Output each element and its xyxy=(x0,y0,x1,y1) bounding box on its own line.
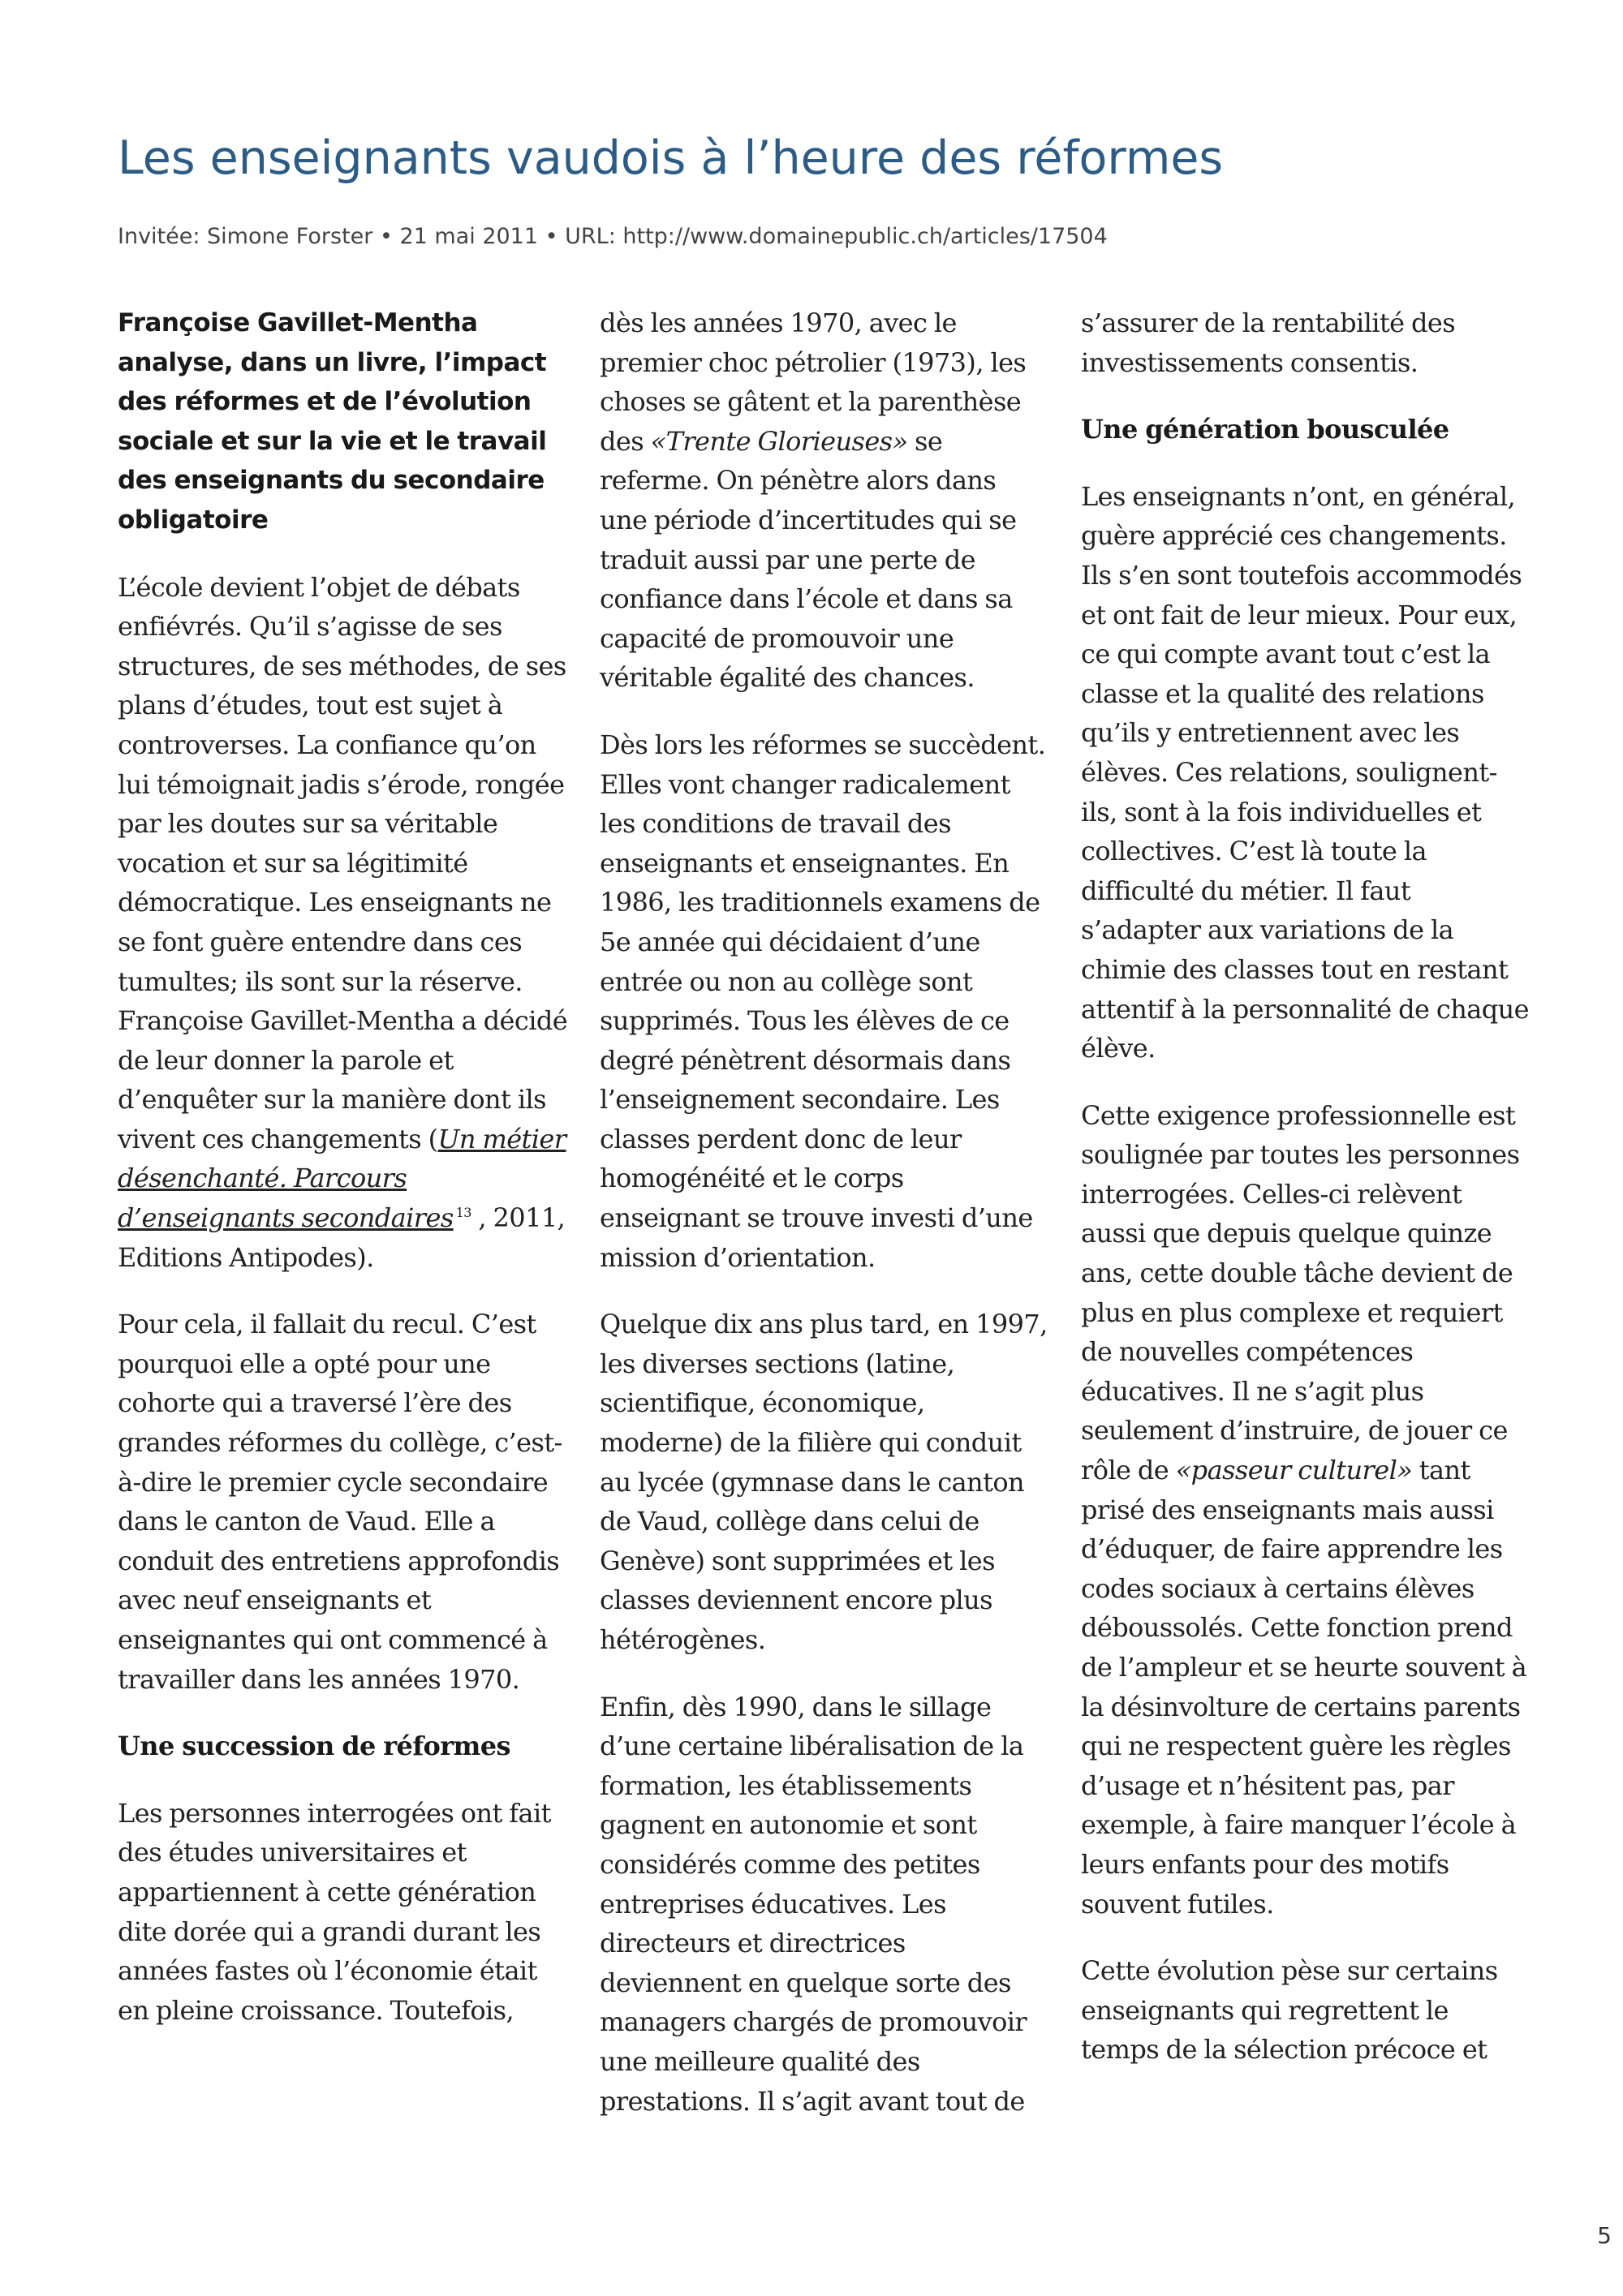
section-heading: Une génération bousculée xyxy=(1081,414,1449,445)
paragraph: Les personnes interrogées ont fait des études universitaires et appartiennent à cette génération dite dorée qui a grandi durant les années fastes où l’économie était en pleine croissance. Toutefois, xyxy=(118,1797,551,2026)
paragraph: Pour cela, il fallait du recul. C’est pourquoi elle a opté pour une cohorte qui a traversé l’ère des grandes réformes du collège, c’est-à-dire le premier cycle secondaire dans le canton de Vaud. Elle a conduit des entretiens approfondis avec neuf enseignants et enseignantes qui ont commencé à travailler dans les années 1970. xyxy=(118,1309,562,1695)
paragraph-text: tant prisé des enseignants mais aussi d’éduquer, de faire apprendre les codes sociaux à certains élèves déboussolés. Cette fonction prend de l’ampleur et se heurte souvent à la désinvolture de certains parents qui ne respectent guère les règles d’usage et n’hésitent pas, par exemple, à faire manquer l’école à leurs enfants pour des motifs souvent futiles. xyxy=(1081,1455,1527,1920)
paragraph xyxy=(600,303,1050,698)
paragraph-text: se referme. On pénètre alors dans une période d’incertitudes qui se traduit aussi par une perte de confiance dans l’école et dans sa capacité de promouvoir une véritable égalité des chances. xyxy=(600,425,1017,694)
paragraph: Les enseignants n’ont, en général, guère apprécié ces changements. Ils s’en sont toutefois accommodés et ont fait de leur mieux. Pour eux, ce qui compte avant tout c’est la classe et la qualité des relations qu’ils y entretiennent avec les élèves. Ces relations, soulignent-ils, sont à la fois individuelles et collectives. C’est là toute la difficulté du métier. Il faut s’adapter aux variations de la chimie des classes tout en restant attentif à la personnalité de chaque élève. xyxy=(1081,480,1529,1064)
paragraph: Cette évolution pèse sur certains enseignants qui regrettent le temps de la sélection précoce et xyxy=(1081,1955,1498,2066)
paragraph-text: L’école devient l’objet de débats enfiévrés. Qu’il s’agisse de ses structures, de ses méthodes, de ses plans d’études, tout est sujet à controverses. La confiance qu’on lui témoignait jadis s’érode, rongée par les doutes sur sa véritable vocation et sur sa légitimité démocratique. Les enseignants ne se font guère entendre dans ces tumultes; ils sont sur la réserve. Françoise Gavillet-Mentha a décidé de leur donner la parole et d’enquêter sur la manière dont ils vivent ces changements ( xyxy=(118,571,568,1154)
text-column-1 xyxy=(118,303,568,2057)
emphasis-text: «passeur culturel» xyxy=(1175,1455,1413,1486)
text-column-2 xyxy=(600,303,1050,2148)
paragraph: Enfin, dès 1990, dans le sillage d’une certaine libéralisation de la formation, les établissements gagnent en autonomie et sont considérés comme des petites entreprises éducatives. Les directeurs et directrices deviennent en quelque sorte des managers chargés de promouvoir une meilleure qualité des prestations. Il s’agit avant tout de xyxy=(600,1691,1027,2117)
section-heading: Une succession de réformes xyxy=(118,1731,510,1762)
page-number: 5 xyxy=(1597,2222,1612,2249)
paragraph-text: Cette exigence professionnelle est soulignée par toutes les personnes interrogées. Celles-ci relèvent aussi que depuis quelque quinze ans, cette double tâche devient de plus en plus complexe et requiert de nouvelles compétences éducatives. Il ne s’agit plus seulement d’instruire, de jouer ce rôle de xyxy=(1081,1099,1520,1486)
paragraph xyxy=(118,568,568,1278)
paragraph-text: , 2011, Editions Antipodes). xyxy=(118,1202,566,1273)
lead-paragraph: Françoise Gavillet-Mentha analyse, dans un livre, l’impact des réformes et de l’évolution sociale et sur la vie et le travail des enseignants du secondaire obligatoire xyxy=(118,308,547,535)
emphasis-text: «Trente Glorieuses» xyxy=(650,425,908,457)
book-title-link[interactable]: Un métier désenchanté. Parcours d’enseignants secondaires xyxy=(118,1123,566,1234)
paragraph-text: dès les années 1970, avec le premier choc pétrolier (1973), les choses se gâtent et la parenthèse des xyxy=(600,307,1027,457)
text-column-3 xyxy=(1081,303,1531,2097)
paragraph: s’assurer de la rentabilité des investissements consentis. xyxy=(1081,307,1456,378)
paragraph: Quelque dix ans plus tard, en 1997, les diverses sections (latine, scientifique, économique, moderne) de la filière qui conduit au lycée (gymnase dans le canton de Vaud, collège dans celui de Genève) sont supprimées et les classes deviennent encore plus hétérogènes. xyxy=(600,1309,1048,1655)
paragraph: Dès lors les réformes se succèdent. Elles vont changer radicalement les conditions de travail des enseignants et enseignantes. En 1986, les traditionnels examens de 5e année qui décidaient d’une entrée ou non au collège sont supprimés. Tous les élèves de ce degré pénètrent désormais dans l’enseignement secondaire. Les classes perdent donc de leur homogénéité et le corps enseignant se trouve investi d’une mission d’orientation. xyxy=(600,729,1046,1273)
article-title: Les enseignants vaudois à l’heure des réformes xyxy=(118,131,1224,185)
paragraph xyxy=(1081,1096,1531,1924)
footnote-ref[interactable]: 13 xyxy=(455,1205,471,1221)
article-meta: Invitée: Simone Forster • 21 mai 2011 • URL: http://www.domainepublic.ch/articles/17504 xyxy=(118,224,1108,249)
